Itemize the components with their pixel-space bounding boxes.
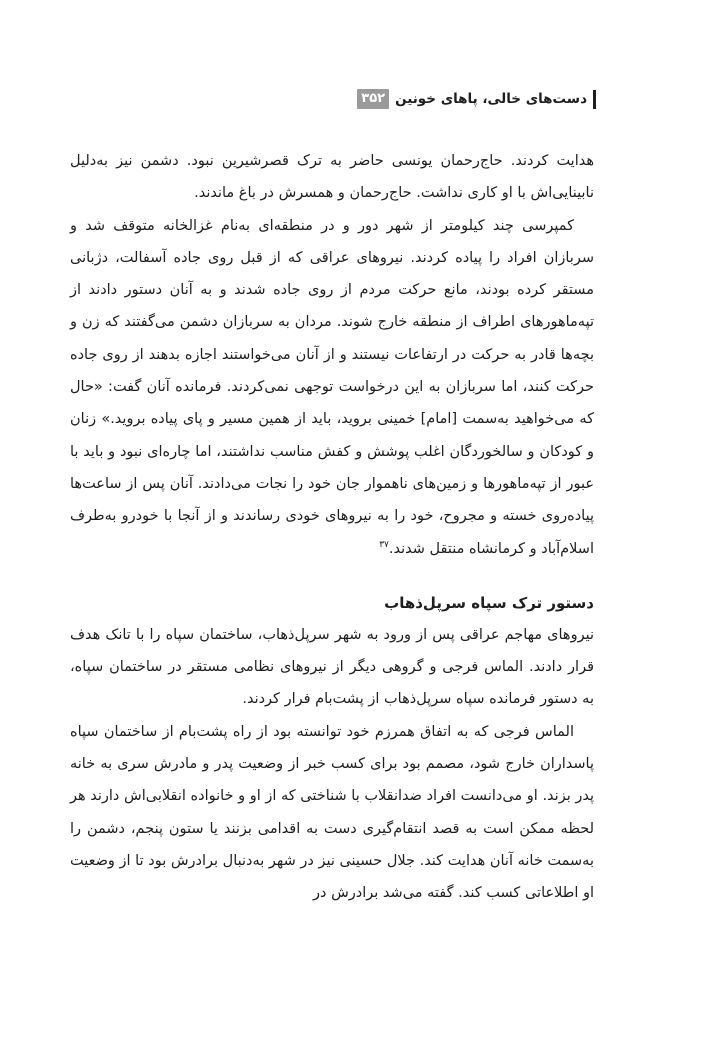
paragraph-1: هدایت کردند. حاج‌رحمان یونسی حاضر به ترک قصرشیرین نبود. دشمن نیز به‌دلیل نابینایی‌اش با او کاری نداشت. حاج‌رحمان و همسرش در باغ ماندند. xyxy=(70,153,594,202)
book-title: دست‌های خالی، پاهای خونین xyxy=(395,91,587,107)
paragraph-4: الماس فرجی که به اتفاق همرزم خود توانسته بود از راه پشت‌بام از ساختمان سپاه پاسداران خارج شود، مصمم بود برای کسب خبر از وضعیت پدر و مادرش سری به خانه پدر بزند. او می‌دانست افراد ضدانقلاب با شناختی که از او و خانواده انقلابی‌اش دارند هر لحظه ممکن است به قصد انتقام‌گیری دست به اقدامی بزنند یا ستون پنجم، دشمن را به‌سمت خانه آنان هدایت کند. جلال حسینی نیز در شهر به‌دنبال برادرش بود تا از وضعیت او اطلاعاتی کسب کند. گفته می‌شد برادرش در xyxy=(70,723,594,902)
paragraph-2-text: کمپرسی چند کیلومتر از شهر دور و در منطقه‌ای به‌نام غزالخانه متوقف شد و سربازان افراد را پیاده کردند. نیروهای عراقی که از قبل روی جاده آسفالت، دژبانی مستقر کرده بودند، مانع حرکت مردم از روی جاده شدند و به آنان دستور دادند از تپه‌ماهورهای اطراف از منطقه خارج شوند. مردان به سربازان دشمن می‌گفتند که زن و بچه‌ها قادر به حرکت در ارتفاعات نیستند و از آنان می‌خواستند اجازه بدهند از روی جاده حرکت کنند، اما سربازان به این درخواست توجهی نمی‌کردند. فرمانده آنان گفت: «حال که می‌خواهید به‌سمت [امام] خمینی بروید، باید از همین مسیر و پای پیاده بروید.» زنان و کودکان و سالخوردگان اغلب پوشش و کفش مناسب نداشتند، اما چاره‌ای نبود و باید با عبور از تپه‌ماهورها و زمین‌های ناهموار جان خود را نجات می‌دادند. آنان پس از ساعت‌ها پیاده‌روی خسته و مجروح، خود را به نیروهای خودی رساندند و از آنجا با خودرو به‌طرف اسلام‌آباد و کرمانشاه منتقل شدند. xyxy=(70,217,594,557)
section-heading: دستور ترک سپاه سرپل‌ذهاب xyxy=(384,593,594,612)
paragraph-3: نیروهای مهاجم عراقی پس از ورود به شهر سرپل‌ذهاب، ساختمان سپاه را با تانک هدف قرار دادند. الماس فرجی و گروهی دیگر از نیروهای نظامی مستقر در ساختمان سپاه، به دستور فرمانده سپاه سرپل‌ذهاب از پشت‌بام فرار کردند. xyxy=(70,626,594,708)
paragraph-2 xyxy=(70,210,594,565)
running-header xyxy=(357,86,596,112)
footnote-reference: ۳۷ xyxy=(379,539,389,550)
page-number: ۳۵۲ xyxy=(357,89,389,109)
page-body xyxy=(70,145,594,910)
header-divider-bar xyxy=(593,90,596,109)
